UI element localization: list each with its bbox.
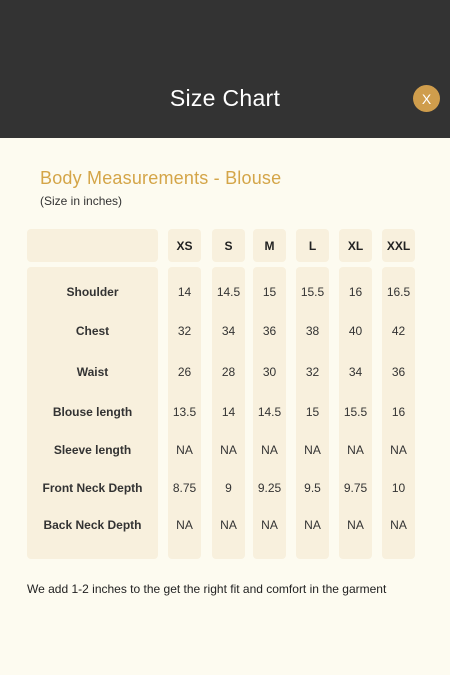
size-header-l: L [308, 238, 317, 253]
table-cell: NA [176, 518, 193, 532]
label-header-box [27, 229, 158, 262]
modal-header [0, 0, 450, 138]
table-cell: NA [220, 443, 237, 457]
row-label: Back Neck Depth [43, 518, 142, 532]
table-cell: 15 [262, 285, 277, 299]
table-cell: 38 [305, 324, 320, 338]
row-label: Waist [76, 365, 109, 379]
table-cell: 36 [262, 324, 277, 338]
table-cell: NA [390, 443, 407, 457]
table-cell: NA [176, 443, 193, 457]
footnote: We add 1-2 inches to the get the right fit and comfort in the garment [27, 582, 387, 596]
close-icon: X [421, 90, 432, 107]
table-cell: NA [390, 518, 407, 532]
table-cell: 14 [221, 405, 236, 419]
table-cell: 34 [348, 365, 363, 379]
table-cell: 26 [177, 365, 192, 379]
table-cell: NA [347, 518, 364, 532]
table-cell: 16.5 [386, 285, 411, 299]
row-label: Shoulder [66, 285, 119, 299]
table-cell: 40 [348, 324, 363, 338]
size-header-m: M [264, 238, 275, 253]
modal-title: Size Chart [169, 85, 281, 111]
table-cell: 9.5 [304, 481, 321, 495]
table-cell: 30 [262, 365, 277, 379]
table-cell: NA [347, 443, 364, 457]
size-header-s: S [224, 238, 233, 253]
table-cell: NA [261, 443, 278, 457]
table-cell: 9.75 [343, 481, 368, 495]
table-cell: 16 [348, 285, 363, 299]
table-cell: 14 [177, 285, 192, 299]
table-cell: 9 [225, 481, 232, 495]
row-label: Blouse length [52, 405, 133, 419]
table-cell: 16 [391, 405, 406, 419]
table-cell: 36 [391, 365, 406, 379]
table-cell: NA [304, 443, 321, 457]
table-cell: 42 [391, 324, 406, 338]
size-header-xxl: XXL [386, 238, 411, 253]
table-cell: 13.5 [172, 405, 197, 419]
row-label: Sleeve length [53, 443, 132, 457]
table-cell: 15 [305, 405, 320, 419]
table-cell: 28 [221, 365, 236, 379]
table-cell: 14.5 [257, 405, 282, 419]
table-cell: 14.5 [216, 285, 241, 299]
table-cell: 32 [305, 365, 320, 379]
table-cell: 15.5 [343, 405, 368, 419]
table-cell: 34 [221, 324, 236, 338]
table-cell: 10 [391, 481, 406, 495]
row-label: Chest [75, 324, 110, 338]
row-label: Front Neck Depth [42, 481, 143, 495]
table-cell: NA [304, 518, 321, 532]
table-cell: 8.75 [172, 481, 197, 495]
table-cell: NA [261, 518, 278, 532]
table-cell: NA [220, 518, 237, 532]
size-header-xs: XS [176, 238, 193, 253]
size-header-xl: XL [347, 238, 364, 253]
table-cell: 15.5 [300, 285, 325, 299]
close-button[interactable] [413, 85, 440, 112]
table-cell: 9.25 [257, 481, 282, 495]
table-cell: 32 [177, 324, 192, 338]
section-subtitle: (Size in inches) [40, 194, 123, 208]
section-title: Body Measurements - Blouse [40, 168, 282, 188]
